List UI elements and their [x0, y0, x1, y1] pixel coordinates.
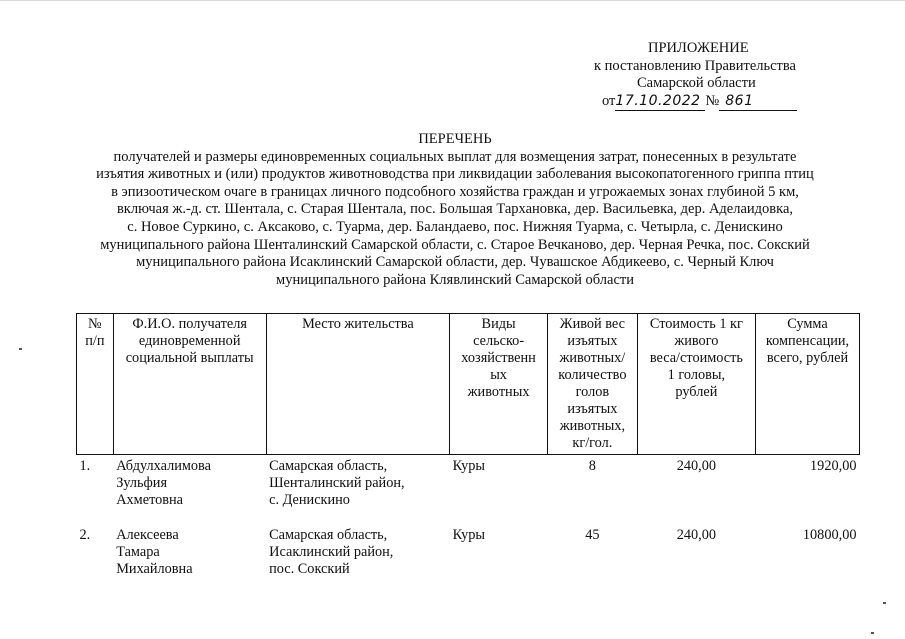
appendix-region-line: Самарской области — [637, 75, 756, 91]
row-compensation-sum: 10800,00 — [802, 527, 857, 543]
row-live-weight: 8 — [588, 458, 596, 474]
table-row — [77, 455, 860, 525]
date-prefix: от — [602, 92, 616, 109]
document-heading — [60, 131, 850, 289]
scan-speck — [19, 348, 22, 350]
header-unit-price: Стоимость 1 кг живого веса/стоимость 1 головы, рублей — [637, 314, 755, 455]
heading-line: получателей и размеры единовременных социальных выплат для возмещения затрат, понесенных в результате — [113, 148, 797, 165]
heading-line: муниципального района Шенталинский Самарской области, с. Старое Вечканово, дер. Черная Речка, пос. Сокский — [100, 236, 810, 253]
row-num: 2. — [79, 527, 91, 543]
appendix-block — [560, 40, 890, 111]
row-num: 1. — [79, 458, 91, 474]
row-animal-kind: Куры — [452, 458, 486, 474]
header-compensation-sum: Сумма компенсации, всего, рублей — [756, 314, 860, 455]
recipients-table — [76, 313, 860, 581]
heading-line: с. Новое Суркино, с. Аксаково, с. Туарма, дер. Баландаево, пос. Нижняя Туарма, с. Четырла, с. Денискино — [127, 218, 783, 235]
number-sign: № — [705, 92, 720, 109]
table-row — [77, 524, 860, 581]
row-compensation-sum: 1920,00 — [810, 458, 857, 474]
heading-line: изъятия животных и (или) продуктов животноводства при ликвидации заболевания высокопатогенного гриппа птиц — [96, 166, 814, 183]
row-name: Алексеева Тамара Михайловна — [116, 527, 193, 577]
heading-line: включая ж.-д. ст. Шентала, с. Старая Шентала, пос. Большая Тархановка, дер. Васильевка, дер. Аделаидовка, — [116, 201, 794, 218]
table-header-row — [77, 314, 860, 455]
scan-top-edge — [0, 0, 905, 1]
header-address: Место жительства — [266, 314, 450, 455]
header-name: Ф.И.О. получателя единовременной социальной выплаты — [113, 314, 266, 455]
row-name: Абдулхалимова Зульфия Ахметовна — [116, 458, 211, 508]
row-unit-price: 240,00 — [676, 458, 717, 474]
scan-speck — [883, 602, 886, 604]
header-num: № п/п — [77, 314, 114, 455]
scan-speck — [871, 632, 874, 634]
row-address: Самарская область, Исаклинский район, пос. Сокский — [269, 527, 394, 577]
appendix-resolution-line: к постановлению Правительства — [594, 57, 796, 74]
row-unit-price: 240,00 — [676, 527, 717, 543]
heading-line: муниципального района Клявлинский Самарской области — [276, 271, 634, 288]
row-live-weight: 45 — [585, 527, 600, 543]
handwritten-number: 861 — [719, 93, 797, 112]
row-address: Самарская область, Шенталинский район, с. Денискино — [269, 458, 405, 508]
heading-line: муниципального района Исаклинский Самарской области, дер. Чувашское Абдикеево, с. Черный Ключ — [136, 254, 774, 271]
appendix-date-line — [560, 93, 890, 112]
row-animal-kind: Куры — [452, 527, 486, 543]
appendix-title: ПРИЛОЖЕНИЕ — [648, 40, 749, 56]
handwritten-date: 17.10.2022 — [615, 93, 705, 112]
header-animal-kind: Виды сельско- хозяйственн ых животных — [450, 314, 548, 455]
heading-line: в эпизоотическом очаге в границах личного подсобного хозяйства граждан и угрожаемых зонах глубиной 5 км, — [111, 183, 799, 200]
header-live-weight: Живой вес изъятых животных/ количество голов изъятых животных, кг/гол. — [548, 314, 638, 455]
heading-title: ПЕРЕЧЕНЬ — [418, 131, 492, 147]
